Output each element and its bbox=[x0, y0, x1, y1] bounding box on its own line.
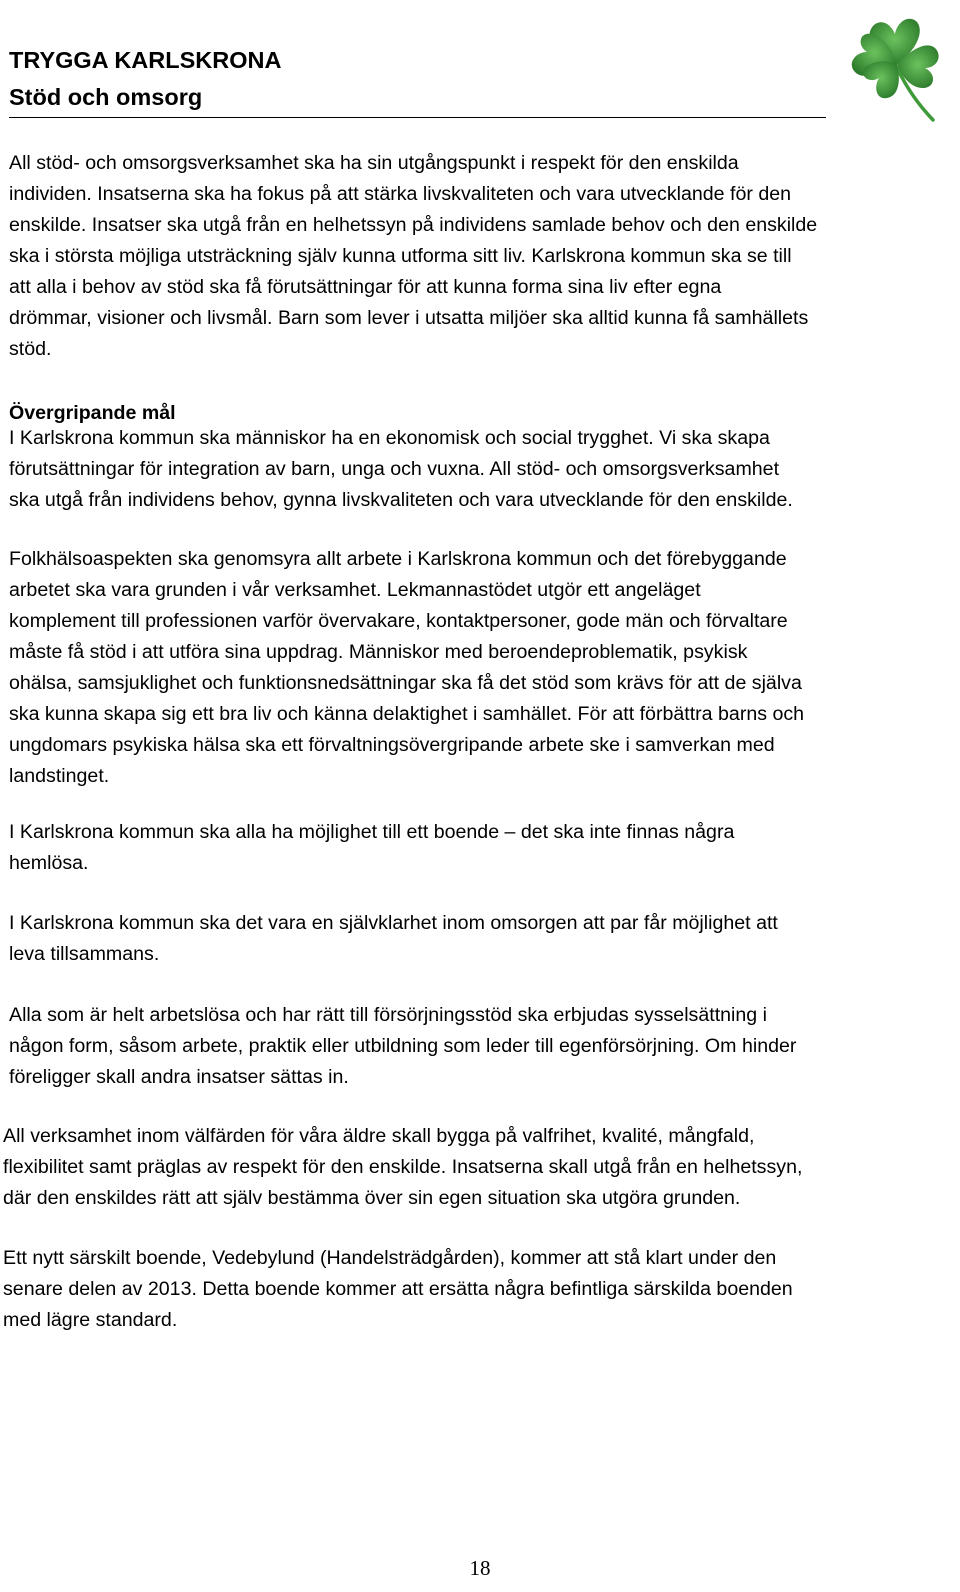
header-subtitle: Stöd och omsorg bbox=[9, 84, 203, 110]
header-title: TRYGGA KARLSKRONA bbox=[9, 47, 282, 73]
four-leaf-clover-icon bbox=[845, 8, 950, 123]
header-divider bbox=[9, 117, 826, 118]
paragraph-new-housing: Ett nytt särskilt boende, Vedebylund (Handelsträdgården), kommer att stå klart under den senare delen av 2013. Detta boende kommer att ersätta några befintliga särskilda boenden med lägre standard. bbox=[3, 1247, 793, 1331]
paragraph-goals: I Karlskrona kommun ska människor ha en ekonomisk och social trygghet. Vi ska skapa förutsättningar för integration av barn, unga och vuxna. All stöd- och omsorgsverksamhet ska utgå från individens behov, gynna livskvaliteten och vara utvecklande för den enskilde. bbox=[9, 427, 793, 511]
paragraph-elderly-care: All verksamhet inom välfärden för våra äldre skall bygga på valfrihet, kvalité, mångfald, flexibilitet samt präglas av respekt för den enskilde. Insatserna skall utgå från en helhetssyn, där den enskildes rätt att själv bestämma över sin egen situation ska utgöra grunden. bbox=[3, 1125, 803, 1209]
paragraph-couples: I Karlskrona kommun ska det vara en självklarhet inom omsorgen att par får möjlighet att leva tillsammans. bbox=[9, 912, 778, 965]
paragraph-housing: I Karlskrona kommun ska alla ha möjlighet till ett boende – det ska inte finnas några hemlösa. bbox=[9, 821, 735, 874]
paragraph-public-health: Folkhälsoaspekten ska genomsyra allt arbete i Karlskrona kommun och det förebyggande arbetet ska vara grunden i vår verksamhet. Lekmannastödet utgör ett angeläget komplement till professionen varför övervakare, kontaktpersoner, gode män och förvaltare måste få stöd i att utföra sina uppdrag. Människor med beroendeproblematik, psykisk ohälsa, samsjuklighet och funktionsnedsättningar ska få det stöd som krävs för att de själva ska kunna skapa sig ett bra liv och känna delaktighet i samhället. För att förbättra barns och ungdomars psykiska hälsa ska ett förvaltningsövergripande arbete ske i samverkan med landstinget. bbox=[9, 548, 805, 787]
page-number: 18 bbox=[469, 1556, 491, 1580]
section-heading: Övergripande mål bbox=[9, 402, 176, 424]
paragraph-employment: Alla som är helt arbetslösa och har rätt till försörjningsstöd ska erbjudas sysselsättning i någon form, såsom arbete, praktik eller utbildning som leder till egenförsörjning. Om hinder föreligger skall andra insatser sättas in. bbox=[9, 1004, 797, 1088]
document-header bbox=[9, 42, 281, 116]
paragraph-intro: All stöd- och omsorgsverksamhet ska ha sin utgångspunkt i respekt för den enskilda individen. Insatserna ska ha fokus på att stärka livskvaliteten och vara utvecklande för den enskilde. Insatser ska utgå från en helhetssyn på individens samlade behov och den enskilde ska i största möjliga utsträckning själv kunna utforma sitt liv. Karlskrona kommun ska se till att alla i behov av stöd ska få förutsättningar för att kunna forma sina liv efter egna drömmar, visioner och livsmål. Barn som lever i utsatta miljöer ska alltid kunna få samhällets stöd. bbox=[9, 152, 818, 360]
